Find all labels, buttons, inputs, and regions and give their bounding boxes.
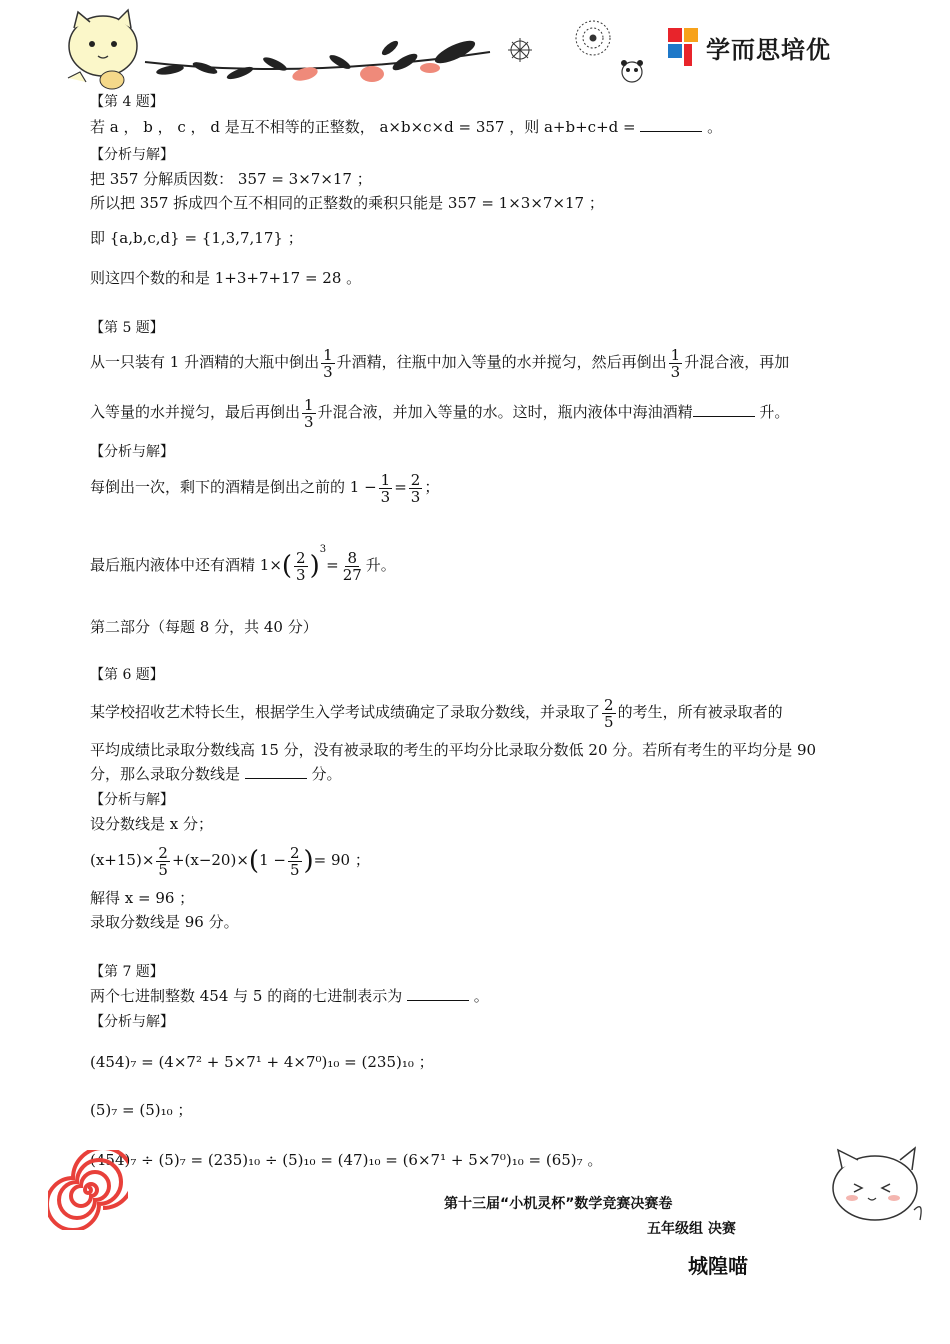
- fraction-eight-27ths: [341, 550, 364, 583]
- frac-den: 3: [670, 362, 681, 381]
- q6-a2d: = 90 ；: [313, 851, 370, 869]
- frac-den: 3: [296, 565, 306, 584]
- q6-s1b: 的考生，所有被录取者的: [617, 703, 783, 721]
- frac-den: 5: [604, 712, 614, 731]
- q5-s2a: 入等量的水并搅匀，最后再倒出: [90, 403, 301, 421]
- frac-den: 5: [158, 860, 168, 879]
- q5-a2a: 最后瓶内液体中还有酒精 1×: [90, 556, 282, 574]
- brand-logo-text: 学而思培优: [706, 36, 831, 64]
- q7-answer-blank: [407, 986, 469, 1001]
- q6-analysis-title: 【分析与解】: [90, 792, 174, 808]
- fraction-two-fifths: [602, 697, 616, 730]
- fraction-two-fifths: [156, 845, 170, 878]
- cat-mascot-icon: [68, 10, 137, 89]
- q7-s1b: 。: [469, 987, 489, 1005]
- q5-exponent: 3: [319, 544, 327, 555]
- fraction-one-third: [379, 472, 393, 505]
- q5-s2b: 升混合液，并加入等量的水。这时，瓶内液体中海油酒精: [317, 403, 693, 421]
- q7-analysis-line3: (454)₇ ÷ (5)₇ = (235)₁₀ ÷ (5)₁₀ = (47)₁₀ = (6×7¹ + 5×7⁰)₁₀ = (65)₇ 。: [90, 1151, 603, 1169]
- frac-num: 1: [670, 345, 681, 364]
- star-doodle-icon: [508, 38, 532, 62]
- q7-s1a: 两个七进制整数 454 与 5 的商的七进制表示为: [90, 987, 408, 1005]
- frac-num: 2: [604, 695, 614, 714]
- q6-s1a: 某学校招收艺术特长生，根据学生入学考试成绩确定了录取分数线，并录取了: [90, 703, 601, 721]
- q7-analysis-line2: (5)₇ = (5)₁₀ ；: [90, 1101, 193, 1119]
- frac-num: 8: [347, 548, 358, 567]
- q4-line1: 把 357 分解质因数： 357 = 3×7×17 ；: [90, 170, 372, 188]
- q5-analysis-title: 【分析与解】: [90, 444, 174, 460]
- footer-grade: 五年级组 决赛: [647, 1221, 736, 1237]
- footer-signature: 城隍喵: [688, 1254, 748, 1278]
- brand-logo-icon: [668, 28, 698, 66]
- q5-analysis-line2: 最后瓶内液体中还有酒精 1×( $\frac{2}{3}$ )$^3$= $\frac{8}{27}$ 升。: [90, 544, 396, 584]
- q4-statement-text: 若 a ， b ， c ， d 是互不相等的正整数， a×b×c×d = 357 ，则 a+b+c+d =: [90, 118, 641, 136]
- q5-statement-line2: [90, 392, 789, 432]
- q5-s1a: 从一只装有 1 升酒精的大瓶中倒出: [90, 353, 320, 371]
- spiral-decoration-icon: [48, 1150, 128, 1230]
- q5-a1b: =: [394, 478, 407, 496]
- q5-a2c: 升。: [365, 556, 396, 574]
- q7-analysis-title: 【分析与解】: [90, 1014, 174, 1030]
- q7-statement: [90, 986, 489, 1006]
- frac-num: 1: [380, 470, 391, 489]
- q4-title: 【第 4 题】: [90, 94, 164, 110]
- q6-analysis-line3: 解得 x = 96 ；: [90, 889, 195, 907]
- q5-s2c: 升。: [754, 403, 790, 421]
- frac-num: 1: [323, 345, 333, 364]
- q6-analysis-line4: 录取分数线是 96 分。: [90, 913, 239, 931]
- frac-den: 27: [342, 565, 362, 584]
- q7-analysis-line1: (454)₇ = (4×7² + 5×7¹ + 4×7⁰)₁₀ = (235)₁₀ ；: [90, 1053, 434, 1071]
- q7-title: 【第 7 题】: [90, 964, 164, 980]
- q6-s3a: 分，那么录取分数线是: [90, 765, 245, 783]
- q5-analysis-line1: [90, 467, 439, 507]
- q6-title: 【第 6 题】: [90, 667, 164, 683]
- footer-competition-title: 第十三届“小机灵杯”数学竞赛决赛卷: [444, 1196, 673, 1212]
- q4-line3: 即 {a,b,c,d} = {1,3,7,17} ；: [90, 229, 303, 247]
- frac-num: 2: [158, 843, 168, 862]
- q6-analysis-line1: 设分数线是 x 分；: [90, 815, 213, 833]
- q5-a1a: 每倒出一次，剩下的酒精是倒出之前的 1 −: [90, 478, 377, 496]
- q4-analysis-title: 【分析与解】: [90, 147, 174, 163]
- fraction-one-third: [669, 347, 683, 380]
- cat-footer-icon: [820, 1140, 930, 1230]
- frac-den: 5: [289, 860, 300, 879]
- frac-num: 1: [304, 395, 314, 414]
- fraction-two-fifths: [288, 845, 302, 878]
- flower-doodle-icon: [576, 21, 610, 55]
- panda-doodle-icon: [621, 60, 643, 82]
- q5-s1b: 升酒精，往瓶中加入等量的水并搅匀，然后再倒出: [336, 353, 667, 371]
- q5-statement-line1: [90, 342, 789, 382]
- frac-den: 3: [323, 362, 333, 381]
- q6-answer-blank: [245, 764, 307, 779]
- fraction-two-thirds: [294, 550, 308, 583]
- q6-statement-line3: [90, 764, 342, 784]
- frac-den: 3: [380, 487, 391, 506]
- q6-a2b: +(x−20)×: [171, 851, 249, 869]
- q6-statement-line2: 平均成绩比录取分数线高 15 分，没有被录取的考生的平均分比录取分数低 20 分。若所有考生的平均分是 90: [90, 741, 817, 759]
- frac-den: 3: [410, 487, 421, 506]
- q5-a2b: =: [326, 556, 339, 574]
- q6-s3b: 分。: [306, 765, 342, 783]
- fraction-one-third: [321, 347, 335, 380]
- q5-title: 【第 5 题】: [90, 320, 164, 336]
- q5-a1c: ；: [424, 478, 440, 496]
- frac-num: 2: [410, 470, 421, 489]
- q6-a2a: (x+15)×: [90, 851, 155, 869]
- part2-title: 第二部分（每题 8 分，共 40 分）: [90, 618, 318, 636]
- leaf-branch-icon: [145, 36, 490, 83]
- q4-statement-end: 。: [702, 118, 723, 136]
- q4-statement: [90, 117, 722, 137]
- q6-analysis-line2: (x+15)× $\frac{2}{5}$ +(x−20)×(1 − $\frac{2}{5}$ )= 90 ；: [90, 843, 370, 879]
- q4-line2: 所以把 357 拆成四个互不相同的正整数的乘积只能是 357 = 1×3×7×17 ；: [90, 194, 604, 212]
- q4-line4: 则这四个数的和是 1+3+7+17 = 28 。: [90, 269, 362, 287]
- frac-den: 3: [304, 412, 314, 431]
- q4-answer-blank: [640, 117, 702, 132]
- q6-a2c: 1 −: [259, 851, 286, 869]
- q5-answer-blank: [693, 402, 755, 417]
- q5-s1c: 升混合液，再加: [684, 353, 790, 371]
- fraction-one-third: [302, 397, 316, 430]
- q6-statement-line1: [90, 690, 783, 734]
- frac-num: 2: [296, 548, 306, 567]
- fraction-two-thirds: [409, 472, 423, 505]
- frac-num: 2: [289, 843, 300, 862]
